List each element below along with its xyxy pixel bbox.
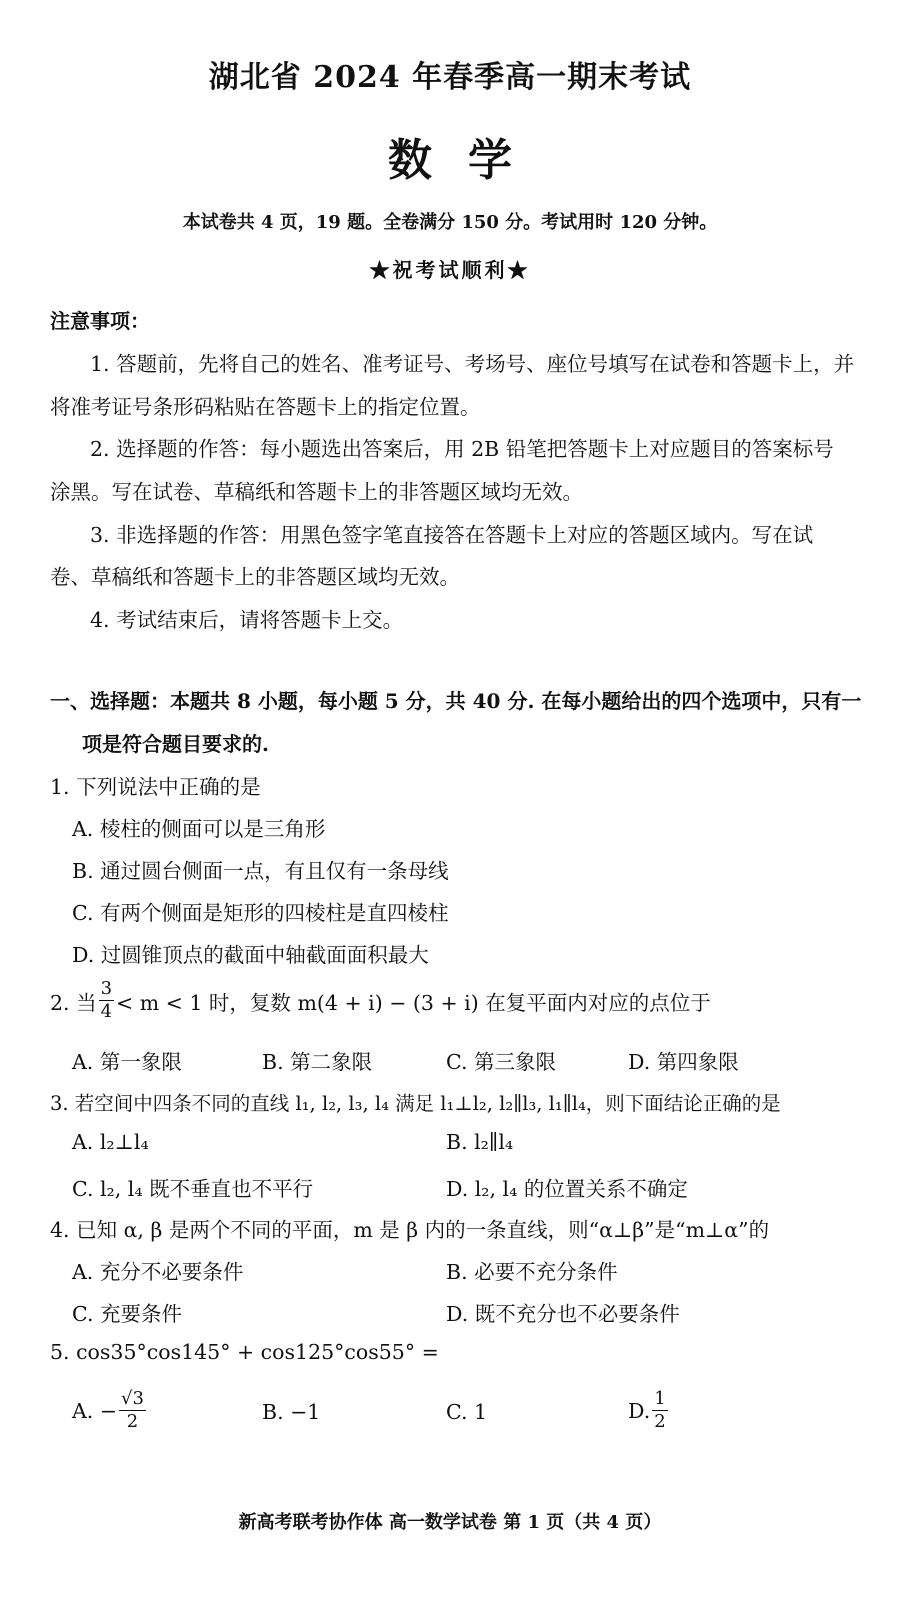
q4-stem: 4. 已知 α, β 是两个不同的平面，m 是 β 内的一条直线，则“α⊥β”是“m⊥α”的 bbox=[50, 1218, 770, 1242]
q5-option-a-num: √3 bbox=[121, 1388, 144, 1409]
subject-title: 数学 bbox=[388, 135, 548, 186]
section-1-heading-cont: 项是符合题目要求的. bbox=[82, 732, 269, 756]
q2-suffix: < m < 1 时，复数 m(4 + i) − (3 + i) 在复平面内对应的点位于 bbox=[116, 990, 711, 1015]
note-3-line-2: 卷、草稿纸和答题卡上的非答题区域均无效。 bbox=[50, 565, 460, 589]
q1-stem: 1. 下列说法中正确的是 bbox=[50, 775, 261, 799]
exam-title: 湖北省 2024 年春季高一期末考试 bbox=[208, 60, 692, 95]
note-2-line-2: 涂黑。写在试卷、草稿纸和答题卡上的非答题区域均无效。 bbox=[50, 480, 583, 504]
q3-option-a: A. l₂⊥l₄ bbox=[72, 1130, 149, 1154]
q5-option-c: C. 1 bbox=[446, 1400, 488, 1424]
q1-option-d: D. 过圆锥顶点的截面中轴截面面积最大 bbox=[72, 943, 429, 967]
q5-option-d-den: 2 bbox=[654, 1411, 666, 1432]
good-luck-banner: ★祝考试顺利★ bbox=[369, 258, 531, 282]
q3-option-d: D. l₂, l₄ 的位置关系不确定 bbox=[446, 1177, 688, 1201]
exam-info: 本试卷共 4 页，19 题。全卷满分 150 分。考试用时 120 分钟。 bbox=[182, 212, 718, 233]
note-1-line-1: 1. 答题前，先将自己的姓名、准考证号、考场号、座位号填写在试卷和答题卡上，并 bbox=[90, 352, 855, 376]
q1-option-a: A. 棱柱的侧面可以是三角形 bbox=[72, 817, 326, 841]
note-4: 4. 考试结束后，请将答题卡上交。 bbox=[90, 608, 404, 632]
q5-option-a-label: A. − bbox=[72, 1398, 118, 1423]
q5-option-a bbox=[72, 1390, 148, 1431]
q5-option-d-fraction bbox=[652, 1390, 667, 1431]
q5-option-d-num: 1 bbox=[654, 1388, 666, 1409]
q2-option-a: A. 第一象限 bbox=[72, 1050, 182, 1074]
note-1-line-2: 将准考证号条形码粘贴在答题卡上的指定位置。 bbox=[50, 395, 481, 419]
q2-fraction bbox=[99, 980, 114, 1021]
page-footer: 新高考联考协作体 高一数学试卷 第 1 页（共 4 页） bbox=[238, 1512, 662, 1533]
q2-fraction-num: 3 bbox=[100, 978, 113, 999]
q5-option-b: B. −1 bbox=[262, 1400, 321, 1424]
section-1-heading: 一、选择题：本题共 8 小题，每小题 5 分，共 40 分. 在每小题给出的四个选项中，只有一 bbox=[50, 689, 862, 713]
q2-option-c: C. 第三象限 bbox=[446, 1050, 556, 1074]
q2-option-b: B. 第二象限 bbox=[262, 1050, 373, 1074]
q5-option-a-fraction bbox=[119, 1390, 146, 1431]
note-2-line-1: 2. 选择题的作答：每小题选出答案后，用 2B 铅笔把答题卡上对应题目的答案标号 bbox=[90, 437, 834, 461]
q3-option-b: B. l₂∥l₄ bbox=[446, 1130, 514, 1154]
q5-option-d-label: D. bbox=[628, 1398, 651, 1423]
q2-stem bbox=[50, 980, 711, 1021]
q5-option-d bbox=[628, 1390, 670, 1431]
q2-option-d: D. 第四象限 bbox=[628, 1050, 739, 1074]
q4-option-d: D. 既不充分也不必要条件 bbox=[446, 1302, 680, 1326]
q4-option-c: C. 充要条件 bbox=[72, 1302, 182, 1326]
q5-stem: 5. cos35°cos145° + cos125°cos55° = bbox=[50, 1340, 439, 1364]
q3-option-c: C. l₂, l₄ 既不垂直也不平行 bbox=[72, 1177, 314, 1201]
q3-stem: 3. 若空间中四条不同的直线 l₁, l₂, l₃, l₄ 满足 l₁⊥l₂, l₂∥l₃, l₁∥l₄，则下面结论正确的是 bbox=[50, 1092, 781, 1115]
q4-option-a: A. 充分不必要条件 bbox=[72, 1260, 244, 1284]
note-3-line-1: 3. 非选择题的作答：用黑色签字笔直接答在答题卡上对应的答题区域内。写在试 bbox=[90, 523, 814, 547]
q1-option-c: C. 有两个侧面是矩形的四棱柱是直四棱柱 bbox=[72, 901, 449, 925]
q2-fraction-den: 4 bbox=[100, 1001, 113, 1022]
q4-option-b: B. 必要不充分条件 bbox=[446, 1260, 618, 1284]
q1-option-b: B. 通过圆台侧面一点，有且仅有一条母线 bbox=[72, 859, 449, 883]
q5-option-a-den: 2 bbox=[126, 1411, 139, 1432]
notes-heading: 注意事项： bbox=[50, 309, 150, 333]
q2-prefix: 2. 当 bbox=[50, 990, 97, 1015]
